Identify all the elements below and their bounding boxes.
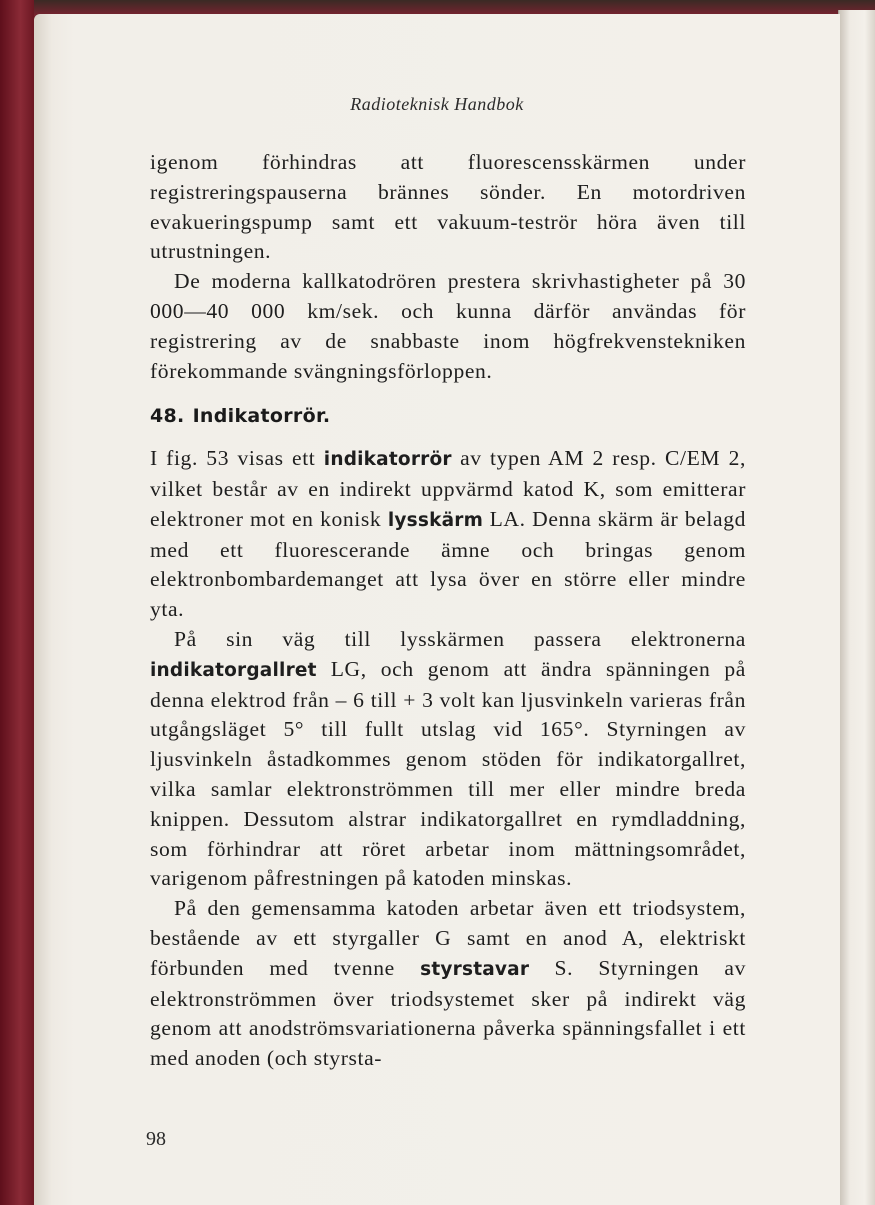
bold-term-lysskarm: lysskärm [387, 509, 484, 531]
paragraph-kallkatodror: De moderna kallkatodrören prestera skrivhastigheter på 30 000—40 000 km/sek. och kunna därför användas för registrering av de snabbaste inom högfrekvenstekniken förekommande svängningsförloppen. [150, 269, 746, 383]
paragraph-continuation: igenom förhindras att fluorescensskärmen under registreringspauserna brännes sönder. En motordriven evakueringspump samt ett vakuum-teströr höra även till utrustningen. [150, 150, 746, 264]
paragraph-indikatorgallret [150, 625, 746, 894]
book-cover-spine [0, 0, 34, 1205]
section-number: 48. [150, 405, 185, 428]
text-run: På den gemensamma katoden arbetar även ett triodsystem, bestående av ett styrgaller G samt en anod A, elektriskt förbunden med tvenne [150, 896, 746, 980]
text-run: S. Styrningen av elektronströmmen över triodsystemet sker på indirekt väg genom att anodströmsvariationerna påverka spänningsfallet i ett med anoden (och styrsta- [150, 955, 746, 1071]
book-page [34, 14, 840, 1205]
bold-term-indikatorror: indikatorrör [323, 449, 452, 471]
page-number: 98 [146, 1128, 166, 1150]
text-run: På sin väg till lysskärmen passera elektronerna [174, 626, 746, 651]
text-run: LG, och genom att ändra spänningen på denna elektrod från – 6 till + 3 volt kan ljusvinkeln varieras från utgångsläget 5° till fullt utslag vid 165°. Styrningen av ljusvinkeln åstadkommes genom stöden för indikatorgallret, vilka samlar elektronströmmen till mer eller mindre breda knippen. Dessutom alstrar indikatorgallret en rymdladdning, som förhindrar att röret arbetar inom mättningsområdet, varigenom påfrestningen på katoden minskas. [150, 656, 746, 891]
bold-term-styrstavar: styrstavar [420, 958, 530, 980]
section-title: Indikatorrör. [192, 405, 331, 428]
text-run: LA. Denna skärm är belagd med ett fluorescerande ämne och bringas genom elektronbombardemanget att lysa över en större eller mindre yta. [150, 506, 746, 622]
text-run: av typen AM 2 resp. C/EM 2, vilket består av en indirekt uppvärmd katod K, som emitterar elektroner mot en konisk [150, 446, 746, 531]
page-body [150, 148, 746, 1074]
running-title: Radioteknisk Handbok [350, 94, 524, 114]
section-heading [150, 402, 746, 432]
facing-page-edge [838, 10, 875, 1205]
bold-term-indikatorgallret: indikatorgallret [150, 659, 317, 681]
paragraph-indikatorror [150, 444, 746, 625]
text-run: I fig. 53 visas ett [150, 446, 324, 471]
paragraph-triodsystem [150, 894, 746, 1074]
